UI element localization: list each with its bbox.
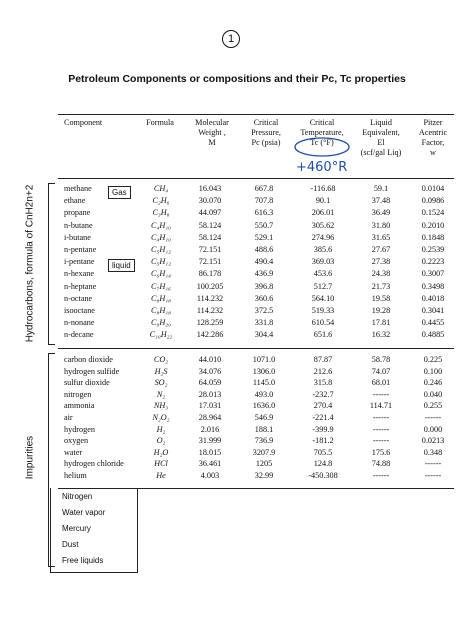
header-mw-line1: Molecular: [195, 118, 229, 127]
table-row: [0, 244, 474, 256]
cell-tc: -399.9: [312, 424, 334, 434]
cell-mw: 128.259: [196, 318, 224, 328]
cell-tc: 651.6: [313, 330, 333, 340]
cell-w: 0.2010: [421, 220, 445, 230]
cell-mw: 114.232: [196, 306, 224, 315]
handwritten-annotation: +460°R: [296, 160, 348, 175]
cell-name: hydrogen: [64, 424, 95, 434]
cell-pc: 1205: [255, 459, 273, 469]
header-w-line4: w: [430, 148, 436, 157]
cell-tc: 564.10: [311, 293, 335, 303]
cell-mw: 30.070: [198, 196, 222, 206]
cell-mw: 72.151: [198, 245, 222, 254]
header-tc-line1: Critical: [309, 118, 335, 127]
cell-tc: -450.308: [308, 471, 338, 480]
table-row: [0, 412, 474, 424]
cell-liq: 17.81: [371, 318, 391, 328]
cell-liq: 19.28: [371, 306, 391, 315]
page-title: Petroleum Components or compositions and their Pc, Tc properties: [68, 73, 406, 85]
hydrocarbons-label: Hydrocarbons, formula of CnH2n+2: [24, 184, 36, 343]
cell-name: propane: [64, 208, 91, 218]
cell-name: hydrogen sulfide: [64, 366, 120, 376]
section-divider-rule: [58, 348, 454, 349]
header-tc-line3: Tc (°F): [310, 138, 334, 147]
cell-mw: 58.124: [198, 232, 222, 242]
cell-mw: 100.205: [196, 281, 224, 291]
cell-tc: 610.54: [311, 318, 335, 328]
header-pc-line1: Critical: [253, 118, 279, 127]
cell-w: 0.4885: [421, 330, 445, 340]
header-liq-line2: Equivalent,: [362, 128, 400, 137]
header-pc-line2: Pressure,: [251, 128, 281, 137]
cell-mw: 44.010: [198, 355, 222, 364]
possible-impurities-list: [62, 489, 105, 569]
table-row: [0, 447, 474, 459]
header-molecular-weight: [184, 118, 240, 148]
cell-liq: 31.65: [371, 232, 391, 242]
cell-liq: 19.58: [371, 293, 391, 303]
cell-formula: C₃H₈: [152, 208, 170, 218]
table-row: [0, 424, 474, 436]
cell-formula: NH₃: [153, 401, 169, 411]
cell-w: 0.040: [423, 389, 443, 399]
cell-pc: 1071.0: [252, 355, 276, 364]
cell-w: 0.255: [423, 401, 443, 411]
cell-liq: 175.6: [371, 447, 391, 457]
cell-name: n-hexane: [64, 269, 95, 279]
header-formula: Formula: [146, 118, 174, 127]
header-liq-line3: El: [377, 138, 385, 147]
cell-liq: 27.67: [371, 245, 391, 254]
cell-pc: 550.7: [254, 220, 274, 230]
cell-w: 0.1848: [421, 232, 445, 242]
header-pc-line3: Pc (psia): [251, 138, 281, 147]
cell-mw: 28.964: [198, 413, 222, 422]
list-item: Dust: [62, 540, 79, 549]
cell-mw: 18.015: [198, 447, 222, 457]
cell-formula: C₇H₁₆: [151, 281, 171, 291]
cell-w: 0.4018: [421, 293, 445, 303]
cell-name: air: [64, 413, 73, 422]
cell-w: 0.348: [423, 447, 443, 457]
table-row: [0, 317, 474, 329]
cell-w: 0.100: [423, 366, 443, 376]
cell-pc: 188.1: [254, 424, 274, 434]
cell-tc: 274.96: [311, 232, 335, 242]
cell-liq: ------: [372, 471, 390, 480]
cell-formula: C₉H₂₀: [151, 318, 171, 328]
header-pitzer-factor: [410, 118, 456, 158]
table-row: [0, 377, 474, 389]
cell-w: 0.2223: [421, 257, 445, 267]
cell-tc: -232.7: [312, 389, 334, 399]
cell-name: n-decane: [64, 330, 94, 340]
table-row: [0, 400, 474, 412]
cell-formula: N₂O₂: [152, 413, 170, 422]
cell-formula: HCl: [154, 459, 168, 469]
cell-mw: 17.031: [198, 401, 222, 411]
cell-name: n-heptane: [64, 281, 97, 291]
cell-mw: 28.013: [198, 389, 222, 399]
header-tc-line2: Temperature,: [300, 128, 344, 137]
handwritten-circle: [292, 136, 352, 158]
cell-name: i-butane: [64, 232, 91, 242]
cell-tc: 90.1: [315, 196, 331, 206]
cell-formula: C₄H₁₀: [151, 232, 171, 242]
table-row: [0, 366, 474, 378]
cell-formula: C₁₀H₂₂: [149, 330, 173, 340]
cell-mw: 4.003: [200, 471, 220, 480]
table-row: [0, 268, 474, 280]
cell-mw: 2.016: [200, 424, 220, 434]
table-row: [0, 207, 474, 219]
cell-mw: 34.076: [198, 366, 222, 376]
cell-name: n-pentane: [64, 245, 97, 254]
cell-tc: 453.6: [313, 269, 333, 279]
cell-mw: 72.151: [198, 257, 222, 267]
cell-w: 0.3041: [421, 306, 445, 315]
cell-pc: 360.6: [254, 293, 274, 303]
cell-pc: 529.1: [254, 232, 274, 242]
cell-tc: 305.62: [311, 220, 335, 230]
table-row: [0, 195, 474, 207]
header-w-line2: Acentric: [418, 128, 448, 137]
cell-tc: 270.4: [313, 401, 333, 411]
list-item: Free liquids: [62, 556, 104, 565]
cell-w: 0.0213: [421, 436, 445, 446]
table-row: [0, 458, 474, 470]
cell-liq: 59.1: [373, 184, 389, 193]
cell-w: ------: [424, 459, 442, 469]
header-liq-line1: Liquid: [370, 118, 392, 127]
cell-pc: 32.99: [254, 471, 274, 480]
cell-formula: C₅H₁₂: [151, 245, 171, 254]
header-liq-line4: (scf/gal Liq): [360, 148, 402, 157]
table-row: [0, 329, 474, 341]
cell-formula: C₆H₁₄: [151, 269, 171, 279]
table-row: [0, 435, 474, 447]
cell-liq: ------: [372, 389, 390, 399]
cell-liq: 74.88: [371, 459, 391, 469]
table-row: [0, 470, 474, 482]
cell-w: 0.1524: [421, 208, 445, 218]
table-header-rule: [58, 178, 454, 179]
cell-mw: 16.043: [198, 184, 222, 193]
cell-pc: 396.8: [254, 281, 274, 291]
cell-name: sulfur dioxide: [64, 378, 110, 388]
cell-name: carbon dioxide: [64, 355, 113, 364]
cell-w: 0.3498: [421, 281, 445, 291]
cell-name: nitrogen: [64, 389, 92, 399]
header-critical-pressure: [240, 118, 292, 148]
cell-formula: H₂S: [154, 366, 168, 376]
cell-pc: 707.8: [254, 196, 274, 206]
cell-liq: 16.32: [371, 330, 391, 340]
cell-formula: H₂: [156, 424, 166, 434]
cell-name: n-nonane: [64, 318, 95, 328]
gas-tag: Gas: [108, 186, 131, 199]
cell-formula: He: [156, 471, 166, 480]
cell-liq: ------: [372, 436, 390, 446]
cell-liq: 21.73: [371, 281, 391, 291]
cell-name: ammonia: [64, 401, 95, 411]
cell-formula: C₄H₁₀: [151, 220, 171, 230]
cell-formula: CO₂: [153, 355, 169, 364]
cell-tc: 369.03: [311, 257, 335, 267]
cell-name: helium: [64, 471, 87, 480]
table-row: [0, 305, 474, 317]
cell-mw: 58.124: [198, 220, 222, 230]
cell-tc: -221.4: [312, 413, 334, 422]
cell-w: 0.000: [423, 424, 443, 434]
cell-pc: 372.5: [254, 306, 274, 315]
cell-pc: 490.4: [254, 257, 274, 267]
cell-liq: ------: [372, 424, 390, 434]
cell-tc: 212.6: [313, 366, 333, 376]
cell-w: 0.2539: [421, 245, 445, 254]
cell-w: 0.246: [423, 378, 443, 388]
cell-liq: 114.71: [369, 401, 393, 411]
cell-mw: 142.286: [196, 330, 224, 340]
cell-tc: 315.8: [313, 378, 333, 388]
header-liquid-equivalent: [352, 118, 410, 158]
table-row: [0, 220, 474, 232]
cell-formula: C₈H₁₈: [151, 293, 171, 303]
cell-mw: 86.178: [198, 269, 222, 279]
cell-name: n-octane: [64, 293, 93, 303]
cell-formula: CH₄: [153, 184, 169, 193]
cell-w: ------: [424, 471, 442, 480]
cell-formula: C₂H₆: [152, 196, 170, 206]
cell-liq: 37.48: [371, 196, 391, 206]
cell-pc: 1306.0: [252, 366, 276, 376]
list-item: Nitrogen: [62, 492, 93, 501]
cell-pc: 616.3: [254, 208, 274, 218]
cell-liq: 74.07: [371, 366, 391, 376]
cell-tc: -181.2: [312, 436, 334, 446]
table-row: [0, 256, 474, 268]
header-component: Component: [64, 118, 103, 127]
table-row: [0, 389, 474, 401]
cell-w: 0.4455: [421, 318, 445, 328]
cell-tc: 512.7: [313, 281, 333, 291]
cell-liq: 24.38: [371, 269, 391, 279]
header-w-line1: Pitzer: [423, 118, 443, 127]
cell-mw: 114.232: [196, 293, 224, 303]
list-item: Mercury: [62, 524, 91, 533]
cell-mw: 31.999: [198, 436, 222, 446]
cell-formula: C₈H₁₈: [151, 306, 171, 315]
cell-pc: 304.4: [254, 330, 274, 340]
cell-w: 0.0986: [421, 196, 445, 206]
cell-formula: H₂O: [153, 447, 169, 457]
cell-liq: 58.78: [371, 355, 391, 364]
cell-formula: SO₂: [154, 378, 168, 388]
cell-name: ethane: [64, 196, 86, 206]
header-mw-line3: M: [208, 138, 216, 147]
table-top-rule: [58, 114, 454, 115]
cell-w: 0.225: [423, 355, 443, 364]
header-mw-line2: Weight ,: [198, 128, 226, 137]
impurities-label: Impurities: [24, 435, 36, 480]
cell-name: methane: [64, 184, 92, 193]
list-item: Water vapor: [62, 508, 106, 517]
cell-name: i-pentane: [64, 257, 95, 267]
cell-liq: ------: [372, 413, 390, 422]
cell-name: water: [64, 447, 83, 457]
cell-tc: -116.68: [310, 184, 336, 193]
cell-pc: 488.6: [254, 245, 274, 254]
cell-mw: 36.461: [198, 459, 222, 469]
table-row: [0, 232, 474, 244]
header-w-line3: Factor,: [421, 138, 445, 147]
cell-tc: 519.33: [311, 306, 335, 315]
cell-pc: 546.9: [254, 413, 274, 422]
liquid-tag: liquid: [108, 259, 135, 272]
page-number: 1: [222, 30, 240, 48]
cell-liq: 68.01: [371, 378, 391, 388]
cell-tc: 124.8: [313, 459, 333, 469]
cell-w: 0.0104: [421, 184, 445, 193]
cell-formula: O₂: [156, 436, 166, 446]
cell-mw: 44.097: [198, 208, 222, 218]
cell-pc: 3207.9: [252, 447, 276, 457]
cell-pc: 436.9: [254, 269, 274, 279]
cell-w: ------: [424, 413, 442, 422]
table-row: [0, 354, 474, 366]
cell-tc: 705.5: [313, 447, 333, 457]
cell-pc: 493.0: [254, 389, 274, 399]
cell-tc: 206.01: [311, 208, 335, 218]
cell-pc: 1636.0: [252, 401, 276, 411]
table-row: [0, 281, 474, 293]
cell-liq: 27.38: [371, 257, 391, 267]
table-row: [0, 183, 474, 195]
cell-name: hydrogen chloride: [64, 459, 124, 469]
cell-pc: 667.8: [254, 184, 274, 193]
cell-formula: C₅H₁₂: [151, 257, 171, 267]
cell-w: 0.3007: [421, 269, 445, 279]
cell-mw: 64.059: [198, 378, 222, 388]
cell-liq: 36.49: [371, 208, 391, 218]
cell-tc: 87.87: [313, 355, 333, 364]
cell-pc: 1145.0: [252, 378, 276, 388]
table-row: [0, 293, 474, 305]
cell-formula: N₂: [156, 389, 166, 399]
cell-liq: 31.80: [371, 220, 391, 230]
cell-name: isooctane: [64, 306, 95, 315]
cell-pc: 736.9: [254, 436, 274, 446]
cell-tc: 385.6: [313, 245, 333, 254]
cell-name: oxygen: [64, 436, 89, 446]
cell-name: n-butane: [64, 220, 93, 230]
cell-pc: 331.8: [254, 318, 274, 328]
